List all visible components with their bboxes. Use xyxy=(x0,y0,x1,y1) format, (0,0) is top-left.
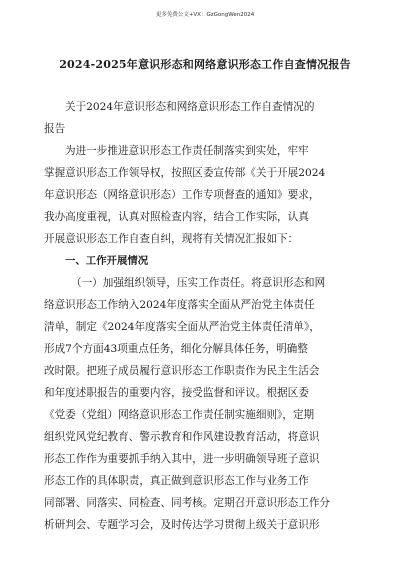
paragraph-line: 组织党风党纪教育、警示教育和作风建设教育活动，将意识 xyxy=(44,431,320,443)
paragraph-line: 络意识形态工作纳入2024年度落实全面从严治党主体责任 xyxy=(44,299,315,311)
document-title: 2024-2025年意识形态和网络意识形态工作自查情况报告 xyxy=(59,58,351,71)
report-subject-line-2: 报告 xyxy=(44,123,66,135)
paragraph-line: 形态工作的具体职责，真正做到意识形态工作与业务工作 xyxy=(44,475,309,487)
paragraph-line: 《党委（党组）网络意识形态工作责任制实施细则》，定期 xyxy=(44,409,315,421)
paragraph-line: （一）加强组织领导，压实工作责任。将意识形态和网 xyxy=(71,277,326,289)
paragraph-line: 形成7个方面43项重点任务，细化分解具体任务，明确整 xyxy=(44,343,308,355)
document-body xyxy=(44,96,364,536)
paragraph-line: 开展意识形态工作自查自纠，现将有关情况汇报如下： xyxy=(44,233,299,245)
report-subject-line-1: 关于2024年意识形态和网络意识形态工作自查情况的 xyxy=(65,101,315,113)
paragraph-line: 同部署、同落实、同检查、同考核。定期召开意识形态工作分 xyxy=(44,497,331,509)
paragraph-line: 形态工作作为重要抓手纳入其中，进一步明确领导班子意识 xyxy=(44,453,320,465)
section-heading: 一、工作开展情况 xyxy=(65,255,149,267)
paragraph-line: 年意识形态（网络意识形态）工作专项督查的通知》要求， xyxy=(44,189,320,201)
paragraph-line: 和年度述职报告的重要内容，接受监督和评议。根据区委 xyxy=(44,387,309,399)
paragraph-line: 为进一步推进意识形态工作责任制落实到实处，牢牢 xyxy=(65,145,309,157)
paragraph-line: 改时限。把班子成员履行意识形态工作职责作为民主生活会 xyxy=(44,365,320,377)
paragraph-line: 析研判会、专题学习会，及时传达学习贯彻上级关于意识形 xyxy=(44,519,320,531)
paragraph-line: 清单，制定《2024年度落实全面从严治党主体责任清单》， xyxy=(44,321,320,333)
paragraph-line: 我办高度重视，认真对照检查内容，结合工作实际，认真 xyxy=(44,211,309,223)
paragraph-line: 掌握意识形态工作领导权，按照区委宣传部《关于开展2024 xyxy=(44,167,326,179)
header-note: 更多免费公文+VX：GzGongWen2024 xyxy=(155,12,255,18)
